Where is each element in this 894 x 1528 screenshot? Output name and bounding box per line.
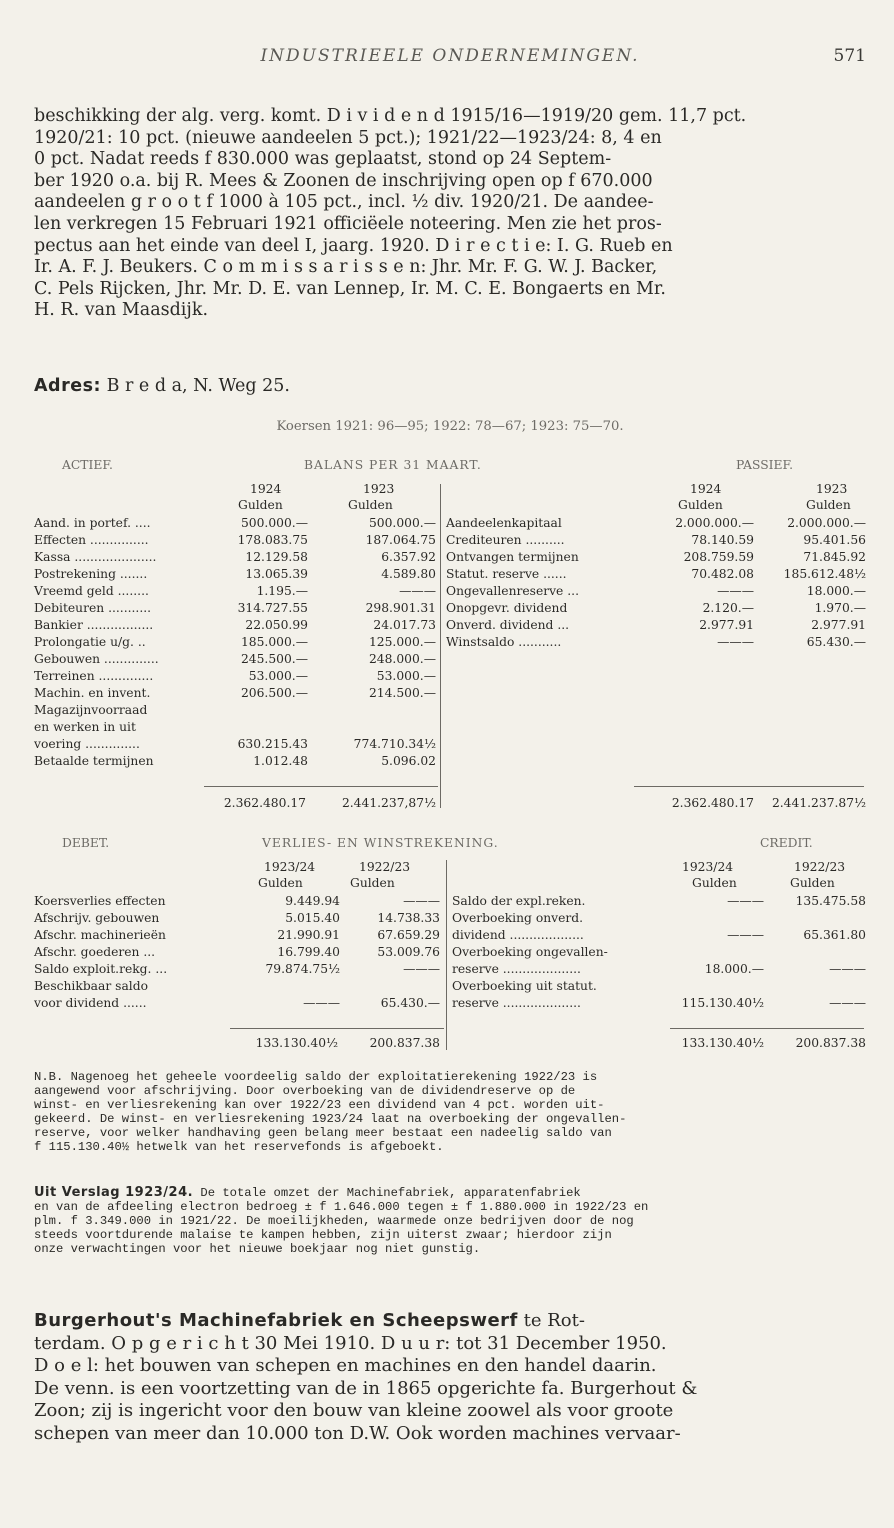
row-value: 65.430.— bbox=[806, 635, 866, 649]
table-row bbox=[34, 945, 866, 959]
row-value: 21.990.91 bbox=[277, 928, 340, 942]
row-label: Bankier ................. bbox=[34, 618, 154, 632]
year-label: 1924 bbox=[250, 482, 282, 496]
row-value: 178.083.75 bbox=[237, 533, 308, 547]
page-header bbox=[34, 46, 866, 76]
table-row bbox=[34, 567, 866, 581]
table-row bbox=[34, 618, 866, 632]
address-label: Adres: bbox=[34, 376, 101, 396]
row-value: 53.000.— bbox=[248, 669, 308, 683]
row-value: 500.000.— bbox=[240, 516, 308, 530]
company-line: terdam. O p g e r i c h t 30 Mei 1910. D u u r: tot 31 December 1950. bbox=[34, 1332, 667, 1354]
table-row bbox=[34, 601, 866, 615]
row-label: Magazijnvoorraad bbox=[34, 703, 148, 717]
table-row bbox=[34, 686, 866, 700]
row-value: 18.000.— bbox=[806, 584, 866, 598]
row-value: 65.430.— bbox=[380, 996, 440, 1010]
row-label: Ontvangen termijnen bbox=[446, 550, 579, 564]
currency-label: Gulden bbox=[678, 498, 723, 512]
row-value: ——— bbox=[303, 996, 340, 1010]
row-label: Debiteuren ........... bbox=[34, 601, 152, 615]
row-value: 2.000.000.— bbox=[675, 516, 754, 530]
row-value: 5.015.40 bbox=[285, 911, 340, 925]
verslag-label: Uit Verslag 1923/24. bbox=[34, 1185, 194, 1200]
row-value: 314.727.55 bbox=[237, 601, 308, 615]
row-value: ——— bbox=[717, 584, 754, 598]
intro-line: Ir. A. F. J. Beukers. C o m m i s s a r i s s e n: Jhr. Mr. F. G. W. J. Backer, bbox=[34, 257, 658, 278]
row-label: Aand. in portef. .... bbox=[34, 516, 151, 530]
currency-label: Gulden bbox=[258, 876, 303, 890]
total-value: 133.130.40½ bbox=[255, 1036, 338, 1050]
row-value: 500.000.— bbox=[368, 516, 436, 530]
row-value: 630.215.43 bbox=[237, 737, 308, 751]
row-label: Overboeking ongevallen- bbox=[452, 945, 608, 959]
year-label: 1923 bbox=[816, 482, 848, 496]
row-value: 53.000.— bbox=[376, 669, 436, 683]
currency-label: Gulden bbox=[238, 498, 283, 512]
row-label: Onopgevr. dividend bbox=[446, 601, 568, 615]
row-label: Aandeelenkapitaal bbox=[446, 516, 562, 530]
total-value: 200.837.38 bbox=[369, 1036, 440, 1050]
row-value: 1.012.48 bbox=[253, 754, 308, 768]
row-value: 13.065.39 bbox=[245, 567, 308, 581]
company-line: D o e l: het bouwen van schepen en machines en den handel daarin. bbox=[34, 1355, 657, 1376]
row-value: 65.361.80 bbox=[803, 928, 866, 942]
row-label: Terreinen .............. bbox=[34, 669, 154, 683]
row-label: reserve .................... bbox=[452, 996, 581, 1010]
row-label: Saldo der expl.reken. bbox=[452, 894, 586, 908]
row-label: voering .............. bbox=[34, 737, 140, 751]
intro-line: ber 1920 o.a. bij R. Mees & Zoonen de inschrijving open op f 670.000 bbox=[34, 170, 653, 191]
balance-sheet bbox=[34, 456, 866, 818]
row-value: ——— bbox=[727, 928, 764, 942]
row-value: ——— bbox=[403, 894, 440, 908]
row-value: 298.901.31 bbox=[365, 601, 436, 615]
table-row bbox=[34, 703, 866, 717]
row-value: ——— bbox=[399, 584, 436, 598]
row-label: Afschr. machinerieën bbox=[34, 928, 166, 942]
row-label: reserve .................... bbox=[452, 962, 581, 976]
total-value: 2.441.237.87½ bbox=[771, 796, 866, 810]
table-row bbox=[34, 737, 866, 751]
row-value: 9.449.94 bbox=[285, 894, 340, 908]
year-label: 1923/24 bbox=[264, 860, 316, 874]
currency-label: Gulden bbox=[348, 498, 393, 512]
row-value: ——— bbox=[727, 894, 764, 908]
row-value: 16.799.40 bbox=[277, 945, 340, 959]
row-label: Betaalde termijnen bbox=[34, 754, 154, 768]
koersen-line: Koersen 1921: 96—95; 1922: 78—67; 1923: 75—70. bbox=[276, 419, 624, 434]
verslag-line: plm. f 3.349.000 in 1921/22. De moeilijkheden, waarmede onze bedrijven door de nog bbox=[34, 1214, 634, 1228]
table-row bbox=[34, 635, 866, 649]
total-value: 2.441.237,87½ bbox=[341, 796, 436, 810]
row-label: Kassa ..................... bbox=[34, 550, 157, 564]
total-value: 2.362.480.17 bbox=[223, 796, 306, 810]
table-row bbox=[34, 962, 866, 976]
row-value: 71.845.92 bbox=[803, 550, 866, 564]
row-label: Saldo exploit.rekg. ... bbox=[34, 962, 168, 976]
row-value: 18.000.— bbox=[704, 962, 764, 976]
row-label: Gebouwen .............. bbox=[34, 652, 159, 666]
row-label: Winstsaldo ........... bbox=[446, 635, 562, 649]
table-row bbox=[34, 911, 866, 925]
note-line: reserve, voor welker handhaving geen belang meer bestaat een nadeelig saldo van bbox=[34, 1126, 612, 1140]
row-value: 2.120.— bbox=[702, 601, 754, 615]
row-value: 135.475.58 bbox=[795, 894, 866, 908]
row-value: 248.000.— bbox=[368, 652, 436, 666]
intro-line: 0 pct. Nadat reeds f 830.000 was geplaatst, stond op 24 Septem- bbox=[34, 149, 612, 170]
company-line: te Rot- bbox=[523, 1310, 585, 1331]
row-value: 1.970.— bbox=[814, 601, 866, 615]
address-value: B r e d a, N. Weg 25. bbox=[106, 376, 290, 396]
year-label: 1924 bbox=[690, 482, 722, 496]
year-label: 1922/23 bbox=[359, 860, 411, 874]
note-block bbox=[34, 1070, 866, 1154]
company-entry bbox=[34, 1310, 866, 1445]
table-row bbox=[34, 979, 866, 993]
row-label: Statut. reserve ...... bbox=[446, 567, 567, 581]
row-label: Prolongatie u/g. .. bbox=[34, 635, 146, 649]
row-value: 6.357.92 bbox=[381, 550, 436, 564]
intro-line: 1920/21: 10 pct. (nieuwe aandeelen 5 pct.); 1921/22—1923/24: 8, 4 en bbox=[34, 127, 662, 148]
verslag-line: onze verwachtingen voor het nieuwe boekjaar nog niet gunstig. bbox=[34, 1242, 481, 1256]
row-value: 115.130.40½ bbox=[681, 996, 764, 1010]
row-label: voor dividend ...... bbox=[34, 996, 147, 1010]
row-value: 22.050.99 bbox=[245, 618, 308, 632]
currency-label: Gulden bbox=[692, 876, 737, 890]
total-rule bbox=[204, 786, 438, 787]
row-value: ——— bbox=[717, 635, 754, 649]
table-row bbox=[34, 996, 866, 1010]
row-label: Beschikbaar saldo bbox=[34, 979, 148, 993]
table-row bbox=[34, 754, 866, 768]
row-value: 206.500.— bbox=[240, 686, 308, 700]
address-line bbox=[34, 376, 866, 398]
row-value: 95.401.56 bbox=[803, 533, 866, 547]
row-label: Afschr. goederen ... bbox=[34, 945, 156, 959]
row-value: ——— bbox=[829, 962, 866, 976]
total-value: 133.130.40½ bbox=[681, 1036, 764, 1050]
year-label: 1922/23 bbox=[794, 860, 846, 874]
row-label: Overboeking uit statut. bbox=[452, 979, 597, 993]
row-value: 5.096.02 bbox=[381, 754, 436, 768]
row-value: 774.710.34½ bbox=[353, 737, 436, 751]
actief-title: ACTIEF. bbox=[62, 458, 113, 472]
document-page bbox=[34, 0, 866, 1528]
row-value: 185.000.— bbox=[240, 635, 308, 649]
row-value: 187.064.75 bbox=[365, 533, 436, 547]
row-label: Overboeking onverd. bbox=[452, 911, 584, 925]
verslag-block bbox=[34, 1186, 866, 1256]
intro-line: C. Pels Rijcken, Jhr. Mr. D. E. van Lennep, Ir. M. C. E. Bongaerts en Mr. bbox=[34, 278, 666, 299]
row-label: Crediteuren .......... bbox=[446, 533, 565, 547]
currency-label: Gulden bbox=[806, 498, 851, 512]
row-label: Afschrijv. gebouwen bbox=[34, 911, 160, 925]
table-row bbox=[34, 894, 866, 908]
row-label: Vreemd geld ........ bbox=[34, 584, 149, 598]
company-line: De venn. is een voortzetting van de in 1865 opgerichte fa. Burgerhout & bbox=[34, 1377, 698, 1399]
verslag-line: De totale omzet der Machinefabriek, apparatenfabriek bbox=[200, 1186, 581, 1200]
row-label: Ongevallenreserve ... bbox=[446, 584, 579, 598]
row-label: Effecten ............... bbox=[34, 533, 149, 547]
row-value: ——— bbox=[829, 996, 866, 1010]
note-line: N.B. Nagenoeg het geheele voordeelig saldo der exploitatierekening 1922/23 is bbox=[34, 1070, 598, 1084]
intro-line: pectus aan het einde van deel I, jaarg. 1920. D i r e c t i e: I. G. Rueb en bbox=[34, 235, 673, 256]
table-row bbox=[34, 669, 866, 683]
total-value: 2.362.480.17 bbox=[671, 796, 754, 810]
row-value: 14.738.33 bbox=[377, 911, 440, 925]
row-value: 4.589.80 bbox=[381, 567, 436, 581]
currency-label: Gulden bbox=[790, 876, 835, 890]
intro-paragraph bbox=[34, 106, 866, 322]
row-label: dividend ................... bbox=[452, 928, 584, 942]
row-value: 70.482.08 bbox=[691, 567, 754, 581]
company-name: Burgerhout's Machinefabriek en Scheepswerf bbox=[34, 1310, 518, 1331]
intro-line: beschikking der alg. verg. komt. D i v i d e n d 1915/16—1919/20 gem. 11,7 pct. bbox=[34, 106, 747, 126]
total-rule bbox=[230, 1028, 444, 1029]
pl-account bbox=[34, 836, 866, 1060]
table-row bbox=[34, 928, 866, 942]
table-row bbox=[34, 516, 866, 530]
note-line: gekeerd. De winst- en verliesrekening 1923/24 laat na overboeking der ongevallen- bbox=[34, 1112, 627, 1126]
row-label: Onverd. dividend ... bbox=[446, 618, 570, 632]
year-label: 1923/24 bbox=[682, 860, 734, 874]
verslag-line: steeds voortdurende malaise te kampen hebben, zijn uiterst zwaar; hierdoor zijn bbox=[34, 1228, 612, 1242]
total-rule bbox=[634, 786, 864, 787]
row-value: 24.017.73 bbox=[373, 618, 436, 632]
verslag-line: en van de afdeeling electron bedroeg ± f 1.646.000 tegen ± f 1.880.000 in 1922/23 en bbox=[34, 1200, 649, 1214]
page-number: 571 bbox=[833, 46, 866, 66]
row-label: Koersverlies effecten bbox=[34, 894, 166, 908]
row-value: 245.500.— bbox=[240, 652, 308, 666]
year-label: 1923 bbox=[363, 482, 395, 496]
currency-label: Gulden bbox=[350, 876, 395, 890]
row-value: 1.195.— bbox=[256, 584, 308, 598]
row-value: 208.759.59 bbox=[683, 550, 754, 564]
note-line: aangewend voor afschrijving. Door overboeking van de dividendreserve op de bbox=[34, 1084, 576, 1098]
row-value: 185.612.48½ bbox=[783, 567, 866, 581]
total-rule bbox=[670, 1028, 864, 1029]
intro-line: aandeelen g r o o t f 1000 à 105 pct., incl. ½ div. 1920/21. De aandee- bbox=[34, 192, 654, 213]
row-value: 214.500.— bbox=[368, 686, 436, 700]
row-label: Postrekening ....... bbox=[34, 567, 148, 581]
intro-line: H. R. van Maasdijk. bbox=[34, 300, 209, 321]
row-value: 53.009.76 bbox=[377, 945, 440, 959]
note-line: winst- en verliesrekening kan over 1922/23 een dividend van 4 pct. worden uit- bbox=[34, 1098, 605, 1112]
credit-title: CREDIT. bbox=[760, 836, 813, 850]
passief-title: PASSIEF. bbox=[736, 458, 794, 472]
debet-title: DEBET. bbox=[62, 836, 110, 850]
row-label: Machin. en invent. bbox=[34, 686, 151, 700]
company-line: Zoon; zij is ingericht voor den bouw van kleine zoowel als voor groote bbox=[34, 1400, 674, 1421]
row-value: 12.129.58 bbox=[245, 550, 308, 564]
pl-title: VERLIES- EN WINSTREKENING. bbox=[262, 836, 499, 850]
row-value: 78.140.59 bbox=[691, 533, 754, 547]
table-row bbox=[34, 584, 866, 598]
running-title: INDUSTRIEELE ONDERNEMINGEN. bbox=[260, 46, 640, 66]
row-value: 125.000.— bbox=[368, 635, 436, 649]
row-value: 2.977.91 bbox=[811, 618, 866, 632]
total-value: 200.837.38 bbox=[795, 1036, 866, 1050]
note-line: f 115.130.40½ hetwelk van het reservefonds is afgeboekt. bbox=[34, 1140, 444, 1154]
table-row bbox=[34, 720, 866, 734]
balance-title: BALANS PER 31 MAART. bbox=[304, 458, 482, 472]
row-value: 79.874.75½ bbox=[265, 962, 340, 976]
row-value: 67.659.29 bbox=[377, 928, 440, 942]
table-row bbox=[34, 652, 866, 666]
row-value: 2.977.91 bbox=[699, 618, 754, 632]
table-row bbox=[34, 550, 866, 564]
row-label: en werken in uit bbox=[34, 720, 136, 734]
table-row bbox=[34, 533, 866, 547]
row-value: ——— bbox=[403, 962, 440, 976]
company-line: schepen van meer dan 10.000 ton D.W. Ook worden machines vervaar- bbox=[34, 1422, 681, 1444]
row-value: 2.000.000.— bbox=[787, 516, 866, 530]
intro-line: len verkregen 15 Februari 1921 officiëele noteering. Men zie het pros- bbox=[34, 213, 662, 234]
